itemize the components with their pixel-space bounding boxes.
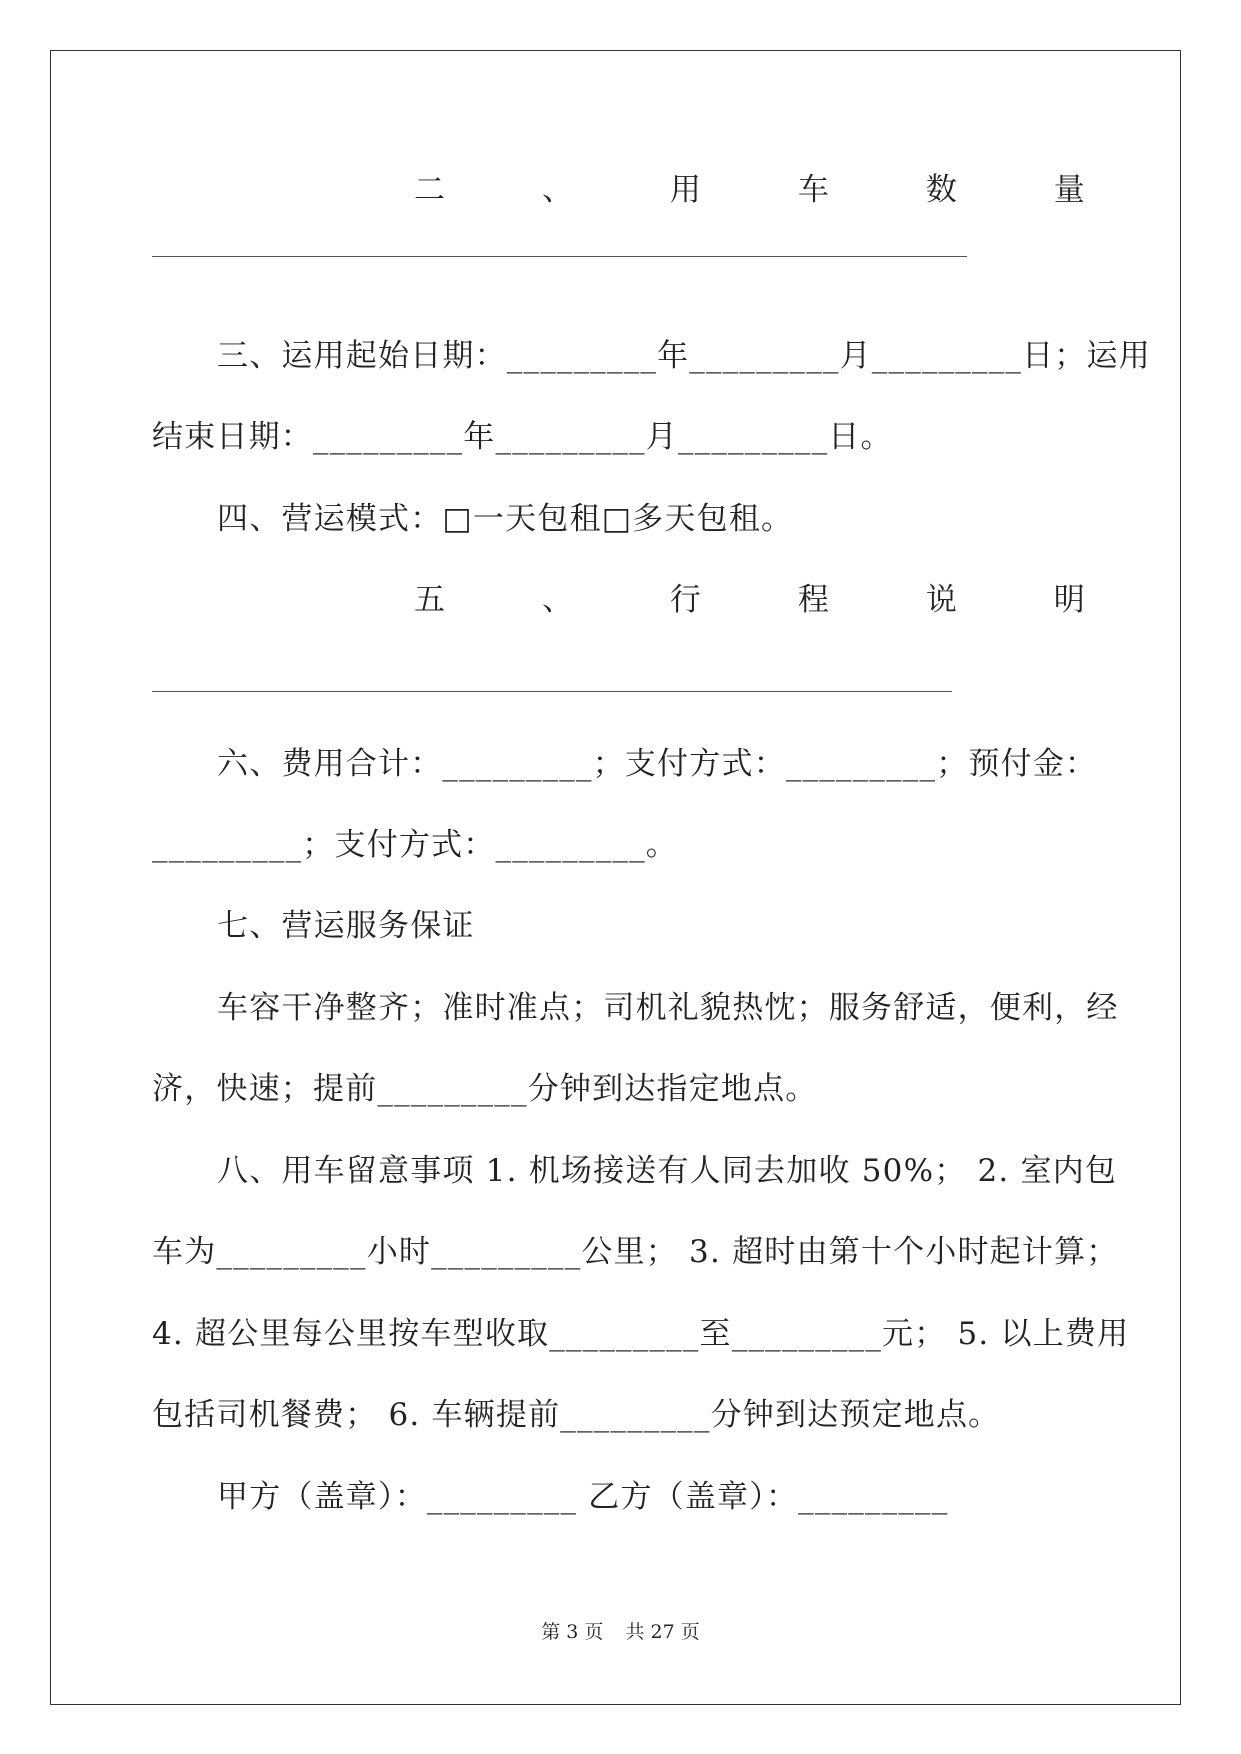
- heading-char: 明: [1053, 582, 1086, 618]
- section-6-line-2: _________；支付方式：_________。: [152, 827, 678, 863]
- heading-char: 、: [541, 582, 575, 618]
- heading-char: 五: [414, 582, 447, 618]
- section-8-line-3: 4. 超公里每公里按车型收取_________至_________元； 5. 以上费用: [152, 1316, 1130, 1352]
- page-border: [50, 50, 1181, 1705]
- signature-line: 甲方（盖章）：_________ 乙方（盖章）：_________: [217, 1479, 949, 1515]
- page-total: 共 27 页: [625, 1621, 700, 1643]
- section-3-line-2: 结束日期：_________年_________月_________日。: [152, 419, 893, 455]
- section-5-heading: [414, 578, 1086, 622]
- heading-char: 、: [541, 172, 575, 208]
- heading-char: 用: [669, 172, 703, 208]
- blank-rule: [152, 691, 952, 692]
- heading-char: 车: [797, 172, 831, 208]
- section-6-line-1: 六、费用合计：_________；支付方式：_________；预付金：: [217, 746, 1098, 782]
- section-7-title: 七、营运服务保证: [217, 908, 475, 944]
- section-8-line-4: 包括司机餐费； 6. 车辆提前_________分钟到达预定地点。: [152, 1397, 1001, 1433]
- section-8-line-2: 车为_________小时_________公里； 3. 超时由第十个小时起计算；: [152, 1234, 1119, 1270]
- heading-char: 说: [925, 582, 959, 618]
- heading-char: 数: [925, 172, 959, 208]
- heading-char: 程: [797, 582, 831, 618]
- section-7-line-2: 济，快速；提前_________分钟到达指定地点。: [152, 1071, 818, 1107]
- page-footer: [0, 1617, 1241, 1644]
- section-2-heading: [414, 168, 1086, 212]
- page-number: 第 3 页: [541, 1621, 604, 1643]
- blank-rule: [152, 256, 967, 257]
- section-8-line-1: 八、用车留意事项 1. 机场接送有人同去加收 50%； 2. 室内包: [217, 1153, 1118, 1189]
- heading-char: 二: [414, 172, 447, 208]
- section-7-line-1: 车容干净整齐；准时准点；司机礼貌热忱；服务舒适，便利，经: [217, 990, 1119, 1026]
- heading-char: 量: [1053, 172, 1086, 208]
- section-3-line-1: 三、运用起始日期：_________年_________月_________日；运用: [217, 338, 1151, 374]
- heading-char: 行: [669, 582, 703, 618]
- section-4-line: 四、营运模式：□一天包租□多天包租。: [217, 501, 794, 537]
